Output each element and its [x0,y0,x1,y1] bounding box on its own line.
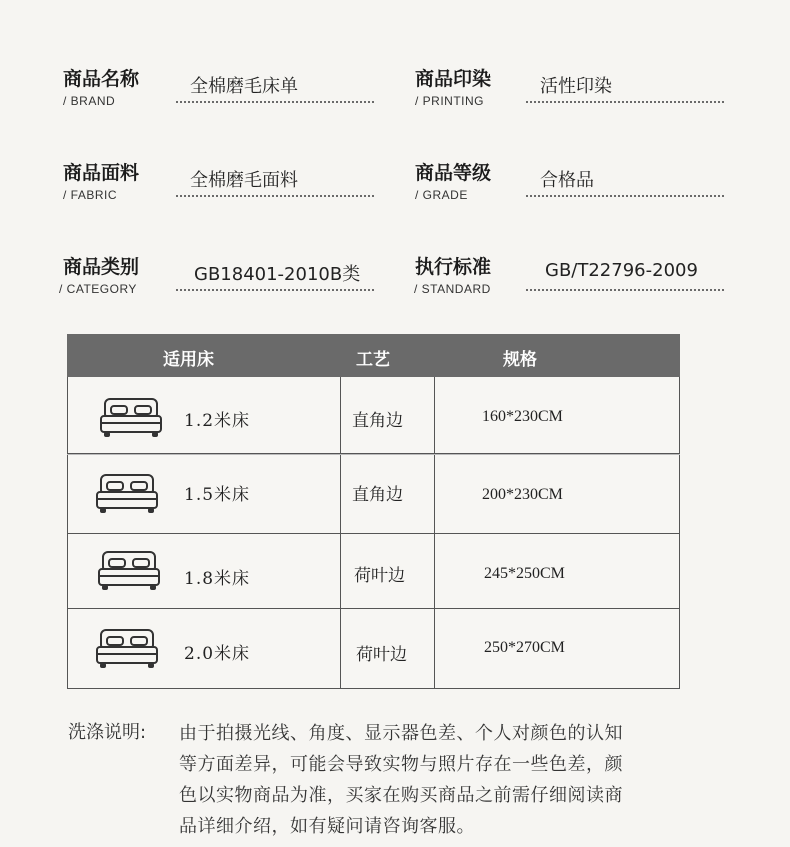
dotted-underline [176,289,374,291]
header-craft: 工艺 [356,350,390,370]
bed-icon [99,396,163,440]
craft-label: 荷叶边 [356,645,407,665]
bed-icon [95,627,159,671]
bed-size-label: 2.0米床 [184,644,251,664]
craft-label: 直角边 [352,411,403,431]
note-line: 品详细介绍，如有疑问请咨询客服。 [179,816,475,837]
note-line: 等方面差异，可能会导致实物与照片存在一些色差，颜 [179,754,623,775]
attr-value: 合格品 [540,170,594,191]
dotted-underline [176,101,374,103]
attr-label: 执行标准 [415,256,492,278]
attr-label-en: / STANDARD [414,282,491,296]
attr-label: 商品名称 [63,68,140,90]
header-size: 规格 [503,350,537,370]
bed-icon [97,549,161,593]
table-border-bottom [67,688,680,689]
attr-label-en: / PRINTING [415,94,485,108]
attr-value: 全棉磨毛面料 [190,170,298,191]
note-line: 由于拍摄光线、角度、显示器色差、个人对颜色的认知 [179,723,623,744]
bed-size-label: 1.5米床 [184,485,251,505]
attr-label-en: / FABRIC [63,188,118,202]
bed-size-label: 1.2米床 [184,411,251,431]
size-value: 160*230CM [482,408,563,425]
note-body [179,718,790,842]
dotted-underline [526,195,724,197]
row-divider [67,454,680,455]
attr-label-en: / BRAND [63,94,116,108]
attr-label: 商品面料 [63,162,140,184]
dotted-underline [526,289,724,291]
note-label: 洗涤说明: [68,722,147,743]
spec-table [67,334,680,689]
table-header [67,334,680,377]
size-value: 245*250CM [484,565,565,582]
attr-label: 商品类别 [63,256,140,278]
attr-label-en: / GRADE [415,188,468,202]
note-line: 色以实物商品为准，买家在购买商品之前需仔细阅读商 [179,785,623,806]
bed-icon [95,472,159,516]
attr-value: 全棉磨毛床单 [190,76,298,97]
attr-value: 活性印染 [540,76,612,97]
attr-label-en: / CATEGORY [59,282,137,296]
dotted-underline [526,101,724,103]
row-divider [67,608,680,609]
attr-value: GB18401-2010B类 [194,264,361,285]
size-value: 200*230CM [482,486,563,503]
craft-label: 荷叶边 [354,566,405,586]
attr-label: 商品印染 [415,68,492,90]
size-value: 250*270CM [484,639,565,656]
row-divider [67,533,680,534]
bed-size-label: 1.8米床 [184,569,251,589]
header-bed: 适用床 [163,350,214,370]
dotted-underline [176,195,374,197]
attr-label: 商品等级 [415,162,492,184]
craft-label: 直角边 [352,485,403,505]
attr-value: GB/T22796-2009 [545,260,698,281]
